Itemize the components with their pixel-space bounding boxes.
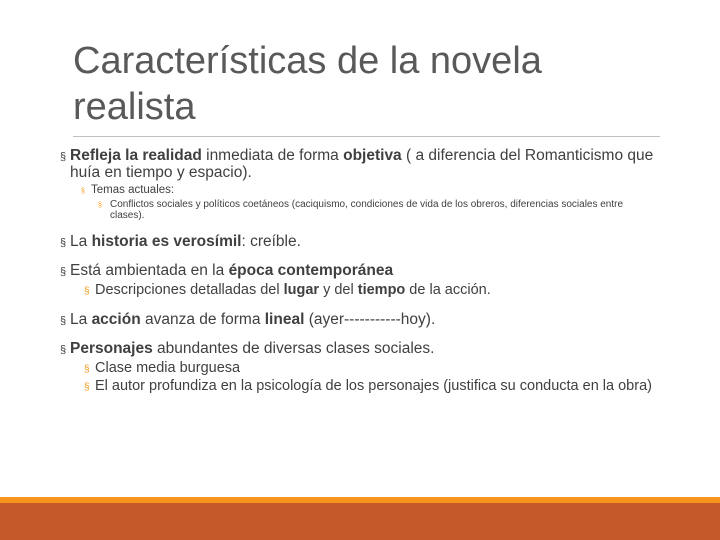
bullet-marker: §	[84, 286, 90, 297]
bold-text: historia es verosímil	[91, 233, 242, 250]
text: Temas actuales:	[91, 184, 175, 196]
bold-text: Refleja la realidad	[70, 147, 202, 164]
bullet-marker: §	[60, 344, 67, 356]
bold-text: tiempo	[357, 282, 406, 298]
text: inmediata de forma	[201, 147, 344, 164]
bold-text: lugar	[283, 282, 320, 298]
bold-text: Personajes	[70, 340, 153, 357]
sub-bullet-psicologia	[60, 378, 660, 394]
bullet-marker: §	[81, 188, 85, 195]
text: La	[70, 233, 92, 250]
bullet-personajes	[60, 340, 660, 357]
bold-text: acción	[91, 311, 141, 328]
slide-title: Características de la novela realista	[73, 40, 542, 128]
footer-bar	[0, 503, 720, 540]
bullet-marker: §	[60, 266, 67, 278]
bullet-marker: §	[84, 382, 90, 393]
text: La	[70, 311, 92, 328]
bullet-marker: §	[98, 202, 102, 209]
text: : creíble.	[241, 233, 301, 250]
text: Descripciones detalladas del	[95, 282, 284, 298]
text: abundantes de diversas clases sociales.	[152, 340, 435, 357]
title-divider	[73, 136, 660, 137]
bullet-marker: §	[60, 151, 67, 163]
text: Está ambientada en la	[70, 262, 229, 279]
text: El autor profundiza en la psicología de los personajes (justifica su conducta en la obra)	[95, 378, 652, 394]
text: Conflictos sociales y políticos coetáneos (caciquismo, condiciones de vida de los obreros, diferencias sociales entre clases).	[110, 199, 624, 221]
bold-text: objetiva	[343, 147, 402, 164]
sub-bullet-clase-media	[60, 360, 660, 376]
bullet-marker: §	[60, 237, 67, 249]
bullet-marker: §	[84, 364, 90, 375]
bullet-epoca-contemporanea	[60, 262, 660, 279]
sub-sub-bullet-conflictos	[60, 199, 660, 221]
bullet-marker: §	[60, 315, 67, 327]
sub-bullet-descripciones	[60, 282, 660, 298]
bold-text: época contemporánea	[228, 262, 394, 279]
bullet-historia-verosimil	[60, 233, 660, 250]
text: Clase media burguesa	[95, 360, 241, 376]
text: ( a diferencia del Romanticismo que huía en tiempo y espacio).	[70, 147, 654, 181]
bold-text: lineal	[264, 311, 305, 328]
slide-content	[60, 147, 660, 396]
text: de la acción.	[405, 282, 491, 298]
bullet-refleja-realidad	[60, 147, 660, 181]
sub-bullet-temas-actuales	[60, 184, 660, 197]
text: avanza de forma	[140, 311, 265, 328]
bullet-accion-lineal	[60, 311, 660, 328]
text: y del	[319, 282, 358, 298]
text: (ayer-----------hoy).	[304, 311, 436, 328]
